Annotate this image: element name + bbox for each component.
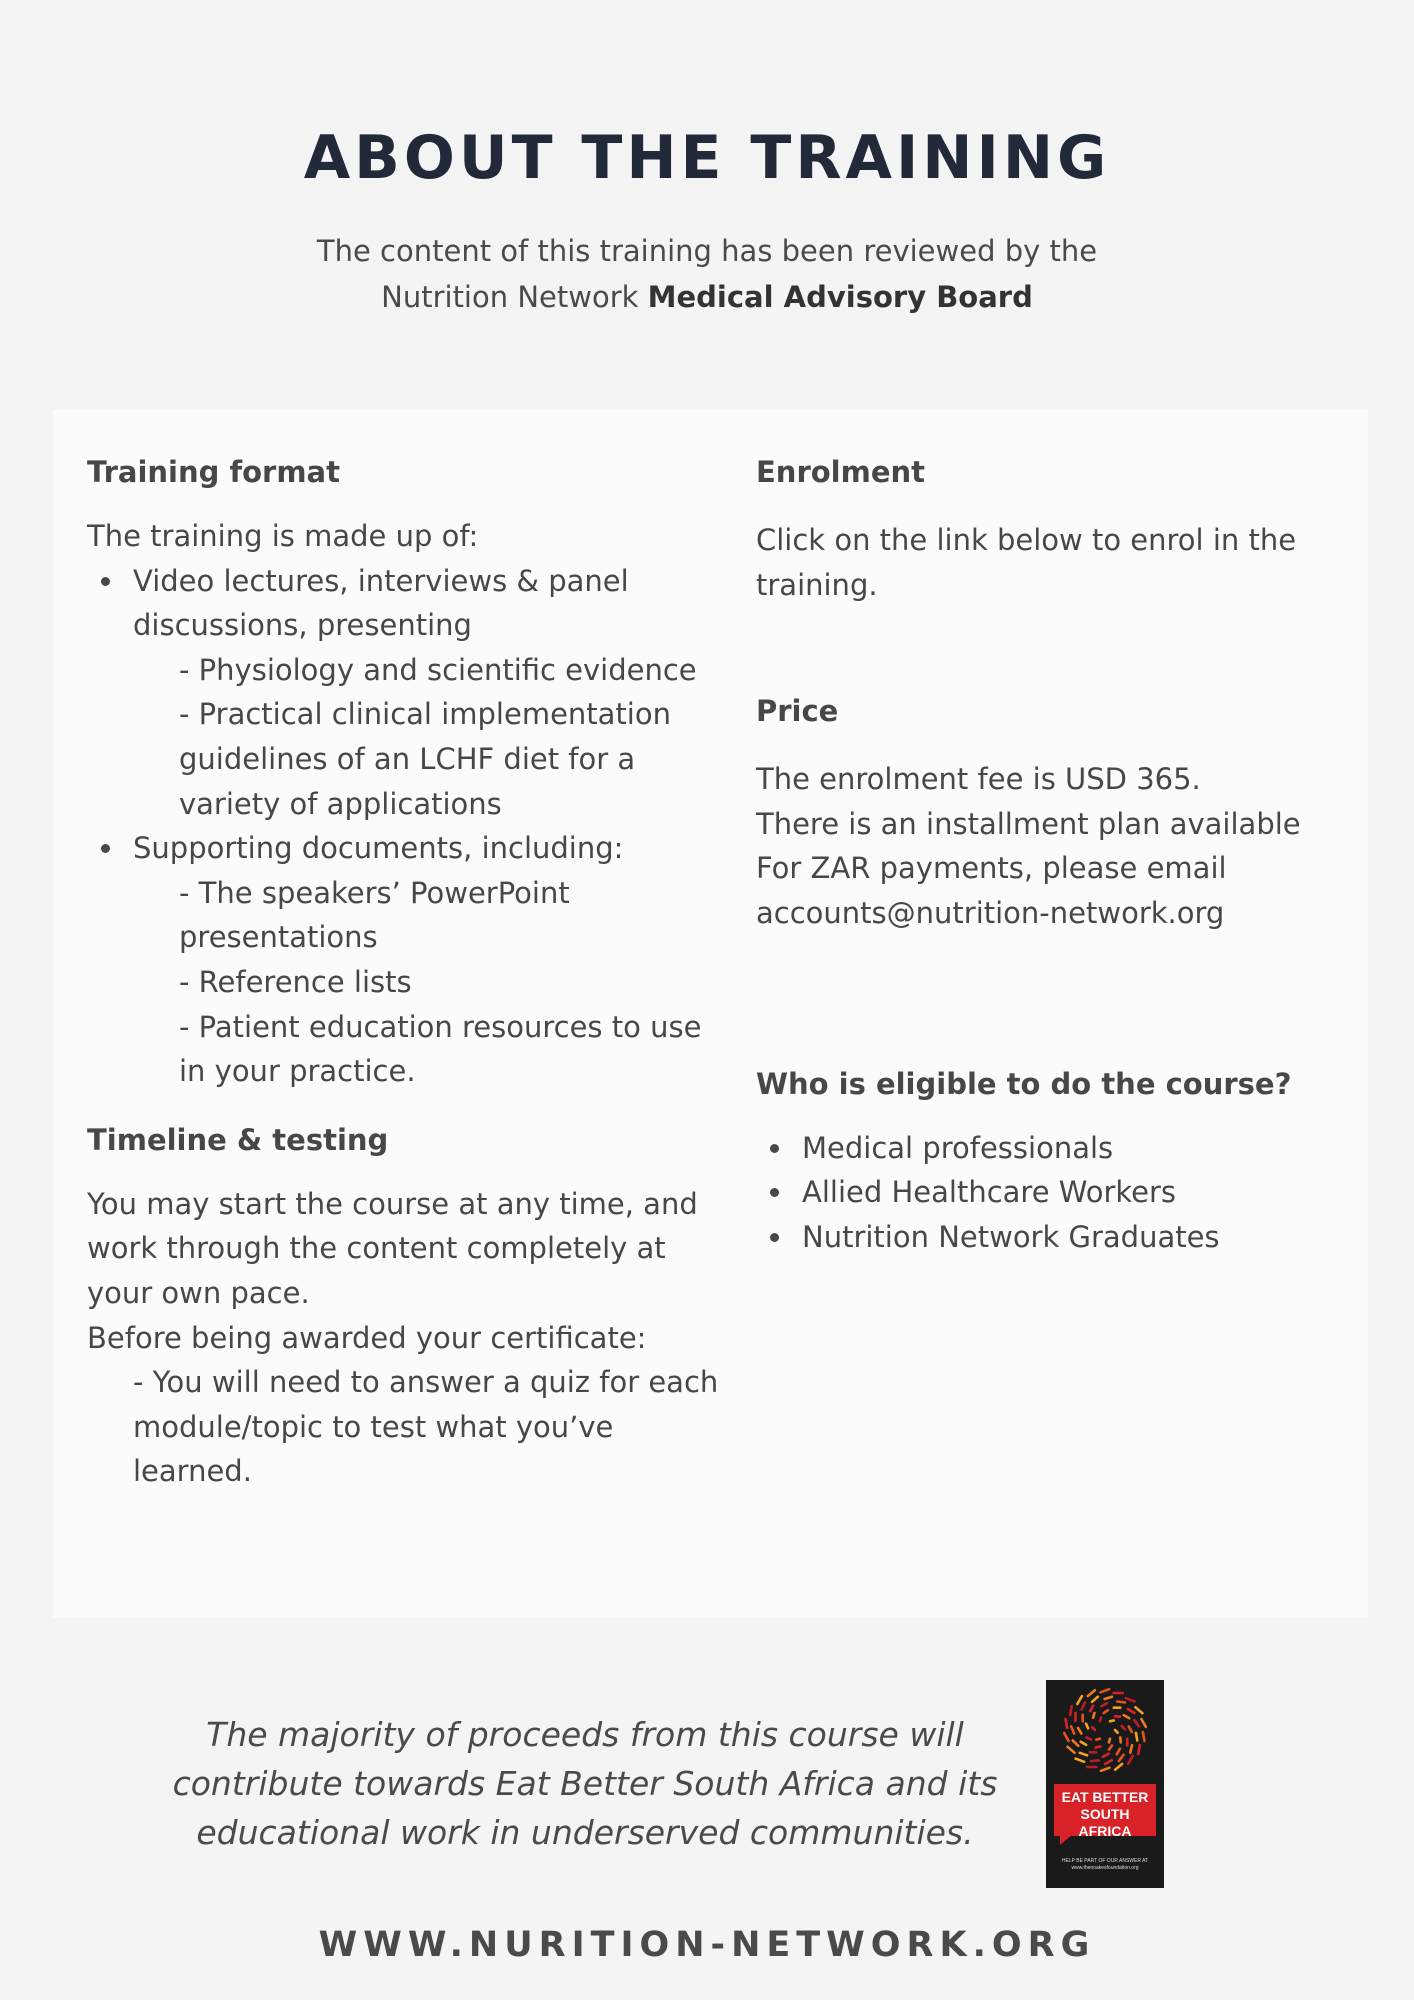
- burst-stroke: [1086, 1737, 1091, 1739]
- burst-stroke: [1073, 1741, 1079, 1746]
- enrolment-text: Click on the link below to enrol in the training.: [756, 523, 1297, 602]
- burst-stroke: [1110, 1720, 1114, 1721]
- burst-stroke: [1134, 1720, 1138, 1726]
- burst-stroke: [1101, 1768, 1110, 1771]
- burst-stroke: [1078, 1728, 1081, 1734]
- burst-stroke: [1141, 1719, 1146, 1727]
- bullet-icon: [770, 1233, 779, 1242]
- burst-stroke: [1064, 1733, 1069, 1741]
- burst-stroke: [1128, 1709, 1135, 1713]
- eat-better-south-africa-logo: [1046, 1680, 1164, 1888]
- burst-stroke: [1135, 1707, 1142, 1713]
- burst-stroke: [1092, 1727, 1095, 1730]
- burst-stroke: [1096, 1739, 1100, 1740]
- burst-stroke: [1092, 1697, 1098, 1702]
- burst-stroke: [1104, 1710, 1108, 1713]
- website-url: WWW.NURITION-NETWORK.ORG: [318, 1925, 1096, 1965]
- burst-stroke: [1068, 1747, 1075, 1753]
- burst-stroke: [1122, 1726, 1126, 1730]
- burst-stroke: [1103, 1754, 1109, 1757]
- sub-list-item: - The speakers’ PowerPoint presentations: [179, 875, 570, 955]
- list-item: [756, 1126, 1346, 1171]
- burst-stroke: [1136, 1733, 1137, 1741]
- medical-advisory-board-text: Medical Advisory Board: [647, 280, 1033, 314]
- eligibility-list: [756, 1126, 1346, 1260]
- info-card: [53, 410, 1368, 1618]
- bullet-icon: [101, 844, 110, 853]
- price-line: The enrolment fee is USD 365.: [756, 762, 1201, 797]
- list-item-label: Supporting documents, including:: [133, 831, 624, 866]
- burst-stroke: [1101, 1689, 1110, 1692]
- price-block: [756, 757, 1346, 935]
- list-item-label: Nutrition Network Graduates: [802, 1219, 1220, 1254]
- burst-stroke: [1105, 1760, 1112, 1764]
- burst-stroke: [1093, 1713, 1094, 1718]
- subtitle-plain-text: Nutrition Network: [381, 280, 648, 314]
- list-item: [756, 1170, 1346, 1215]
- accounts-email: accounts@nutrition-network.org: [756, 895, 1225, 930]
- subtitle-line-1: The content of this training has been reviewed by the: [316, 234, 1098, 268]
- burst-stroke: [1115, 1764, 1122, 1770]
- logo-tagline: HELP BE PART OF OUR ANSWER AT www.thenoakesfoundation.org: [1061, 1858, 1149, 1871]
- burst-stroke: [1119, 1755, 1124, 1761]
- burst-stroke: [1124, 1715, 1130, 1718]
- bullet-icon: [101, 577, 110, 586]
- price-heading: Price: [756, 694, 839, 729]
- logo-line-1: EAT BETTER: [1061, 1789, 1149, 1805]
- logo-wordmark: [1054, 1784, 1156, 1839]
- burst-stroke: [1129, 1727, 1132, 1733]
- spiral-burst-icon: [1063, 1688, 1147, 1772]
- list-item-label: Video lectures, interviews & panel discussions, presenting: [133, 563, 629, 643]
- enrolment-heading: Enrolment: [756, 455, 926, 489]
- training-format-intro: The training is made up of:: [87, 519, 479, 553]
- burst-stroke: [1077, 1696, 1082, 1704]
- burst-stroke: [1071, 1727, 1074, 1734]
- burst-stroke: [1091, 1760, 1099, 1761]
- list-item-label: Allied Healthcare Workers: [802, 1175, 1177, 1210]
- sub-list-item: - Reference lists: [179, 964, 412, 999]
- burst-stroke: [1096, 1746, 1101, 1747]
- sub-list-item: - Patient education resources to use in your practice.: [179, 1009, 702, 1089]
- burst-stroke: [1102, 1703, 1108, 1706]
- left-column: [87, 450, 727, 1494]
- list-item: [87, 559, 727, 827]
- burst-stroke: [1070, 1706, 1072, 1715]
- bullet-icon: [770, 1188, 779, 1197]
- training-format-heading: Training format: [87, 455, 340, 489]
- burst-stroke: [1143, 1732, 1145, 1741]
- burst-stroke: [1128, 1756, 1133, 1764]
- burst-stroke: [1105, 1697, 1112, 1699]
- sub-list-item: - Practical clinical implementation guidelines of an LCHF diet for a variety of applications: [179, 697, 671, 821]
- burst-stroke: [1066, 1719, 1068, 1728]
- burst-stroke: [1088, 1690, 1095, 1696]
- timeline-paragraph: You may start the course at any time, and work through the content completely at your own pace.: [87, 1186, 698, 1310]
- burst-stroke: [1115, 1730, 1118, 1733]
- burst-stroke: [1086, 1724, 1088, 1729]
- burst-stroke: [1109, 1746, 1112, 1750]
- burst-stroke: [1117, 1749, 1120, 1755]
- burst-stroke: [1100, 1718, 1101, 1722]
- price-line: For ZAR payments, please email: [756, 851, 1227, 886]
- logo-line-2: SOUTH AFRICA: [1078, 1806, 1132, 1839]
- quiz-line: - You will need to answer a quiz for each module/topic to test what you’ve learned.: [133, 1365, 719, 1489]
- proceeds-statement: The majority of proceeds from this course will contribute towards Eat Better South Africa and its educational work in underserved communities.: [172, 1715, 998, 1852]
- speech-tail-icon: [1060, 1835, 1072, 1845]
- price-line: There is an installment plan available: [756, 806, 1301, 841]
- burst-stroke: [1082, 1703, 1085, 1710]
- burst-stroke: [1130, 1745, 1132, 1753]
- bullet-icon: [770, 1144, 779, 1153]
- sub-list: [133, 648, 727, 826]
- eligibility-heading: Who is eligible to do the course?: [756, 1066, 1292, 1101]
- burst-stroke: [1076, 1759, 1085, 1762]
- list-item-label: Medical professionals: [802, 1130, 1114, 1165]
- burst-stroke: [1109, 1739, 1110, 1743]
- burst-stroke: [1090, 1706, 1093, 1712]
- list-item: [87, 826, 727, 1094]
- subtitle-line-2: [0, 274, 1414, 320]
- training-format-list: [87, 559, 727, 1094]
- right-column: [756, 450, 1346, 1259]
- page-title: ABOUT THE TRAINING: [303, 123, 1111, 193]
- burst-stroke: [1126, 1698, 1135, 1701]
- burst-stroke: [1080, 1753, 1087, 1756]
- burst-stroke: [1138, 1745, 1140, 1754]
- list-item: [756, 1215, 1346, 1260]
- sub-list-item: - Physiology and scientific evidence: [179, 652, 697, 687]
- burst-stroke: [1117, 1702, 1125, 1703]
- burst-stroke: [1115, 1716, 1120, 1717]
- sub-list: [133, 871, 727, 1094]
- certificate-line: Before being awarded your certificate:: [87, 1320, 647, 1355]
- burst-stroke: [1081, 1742, 1087, 1745]
- timeline-heading: Timeline & testing: [87, 1122, 389, 1157]
- subtitle: [0, 228, 1414, 320]
